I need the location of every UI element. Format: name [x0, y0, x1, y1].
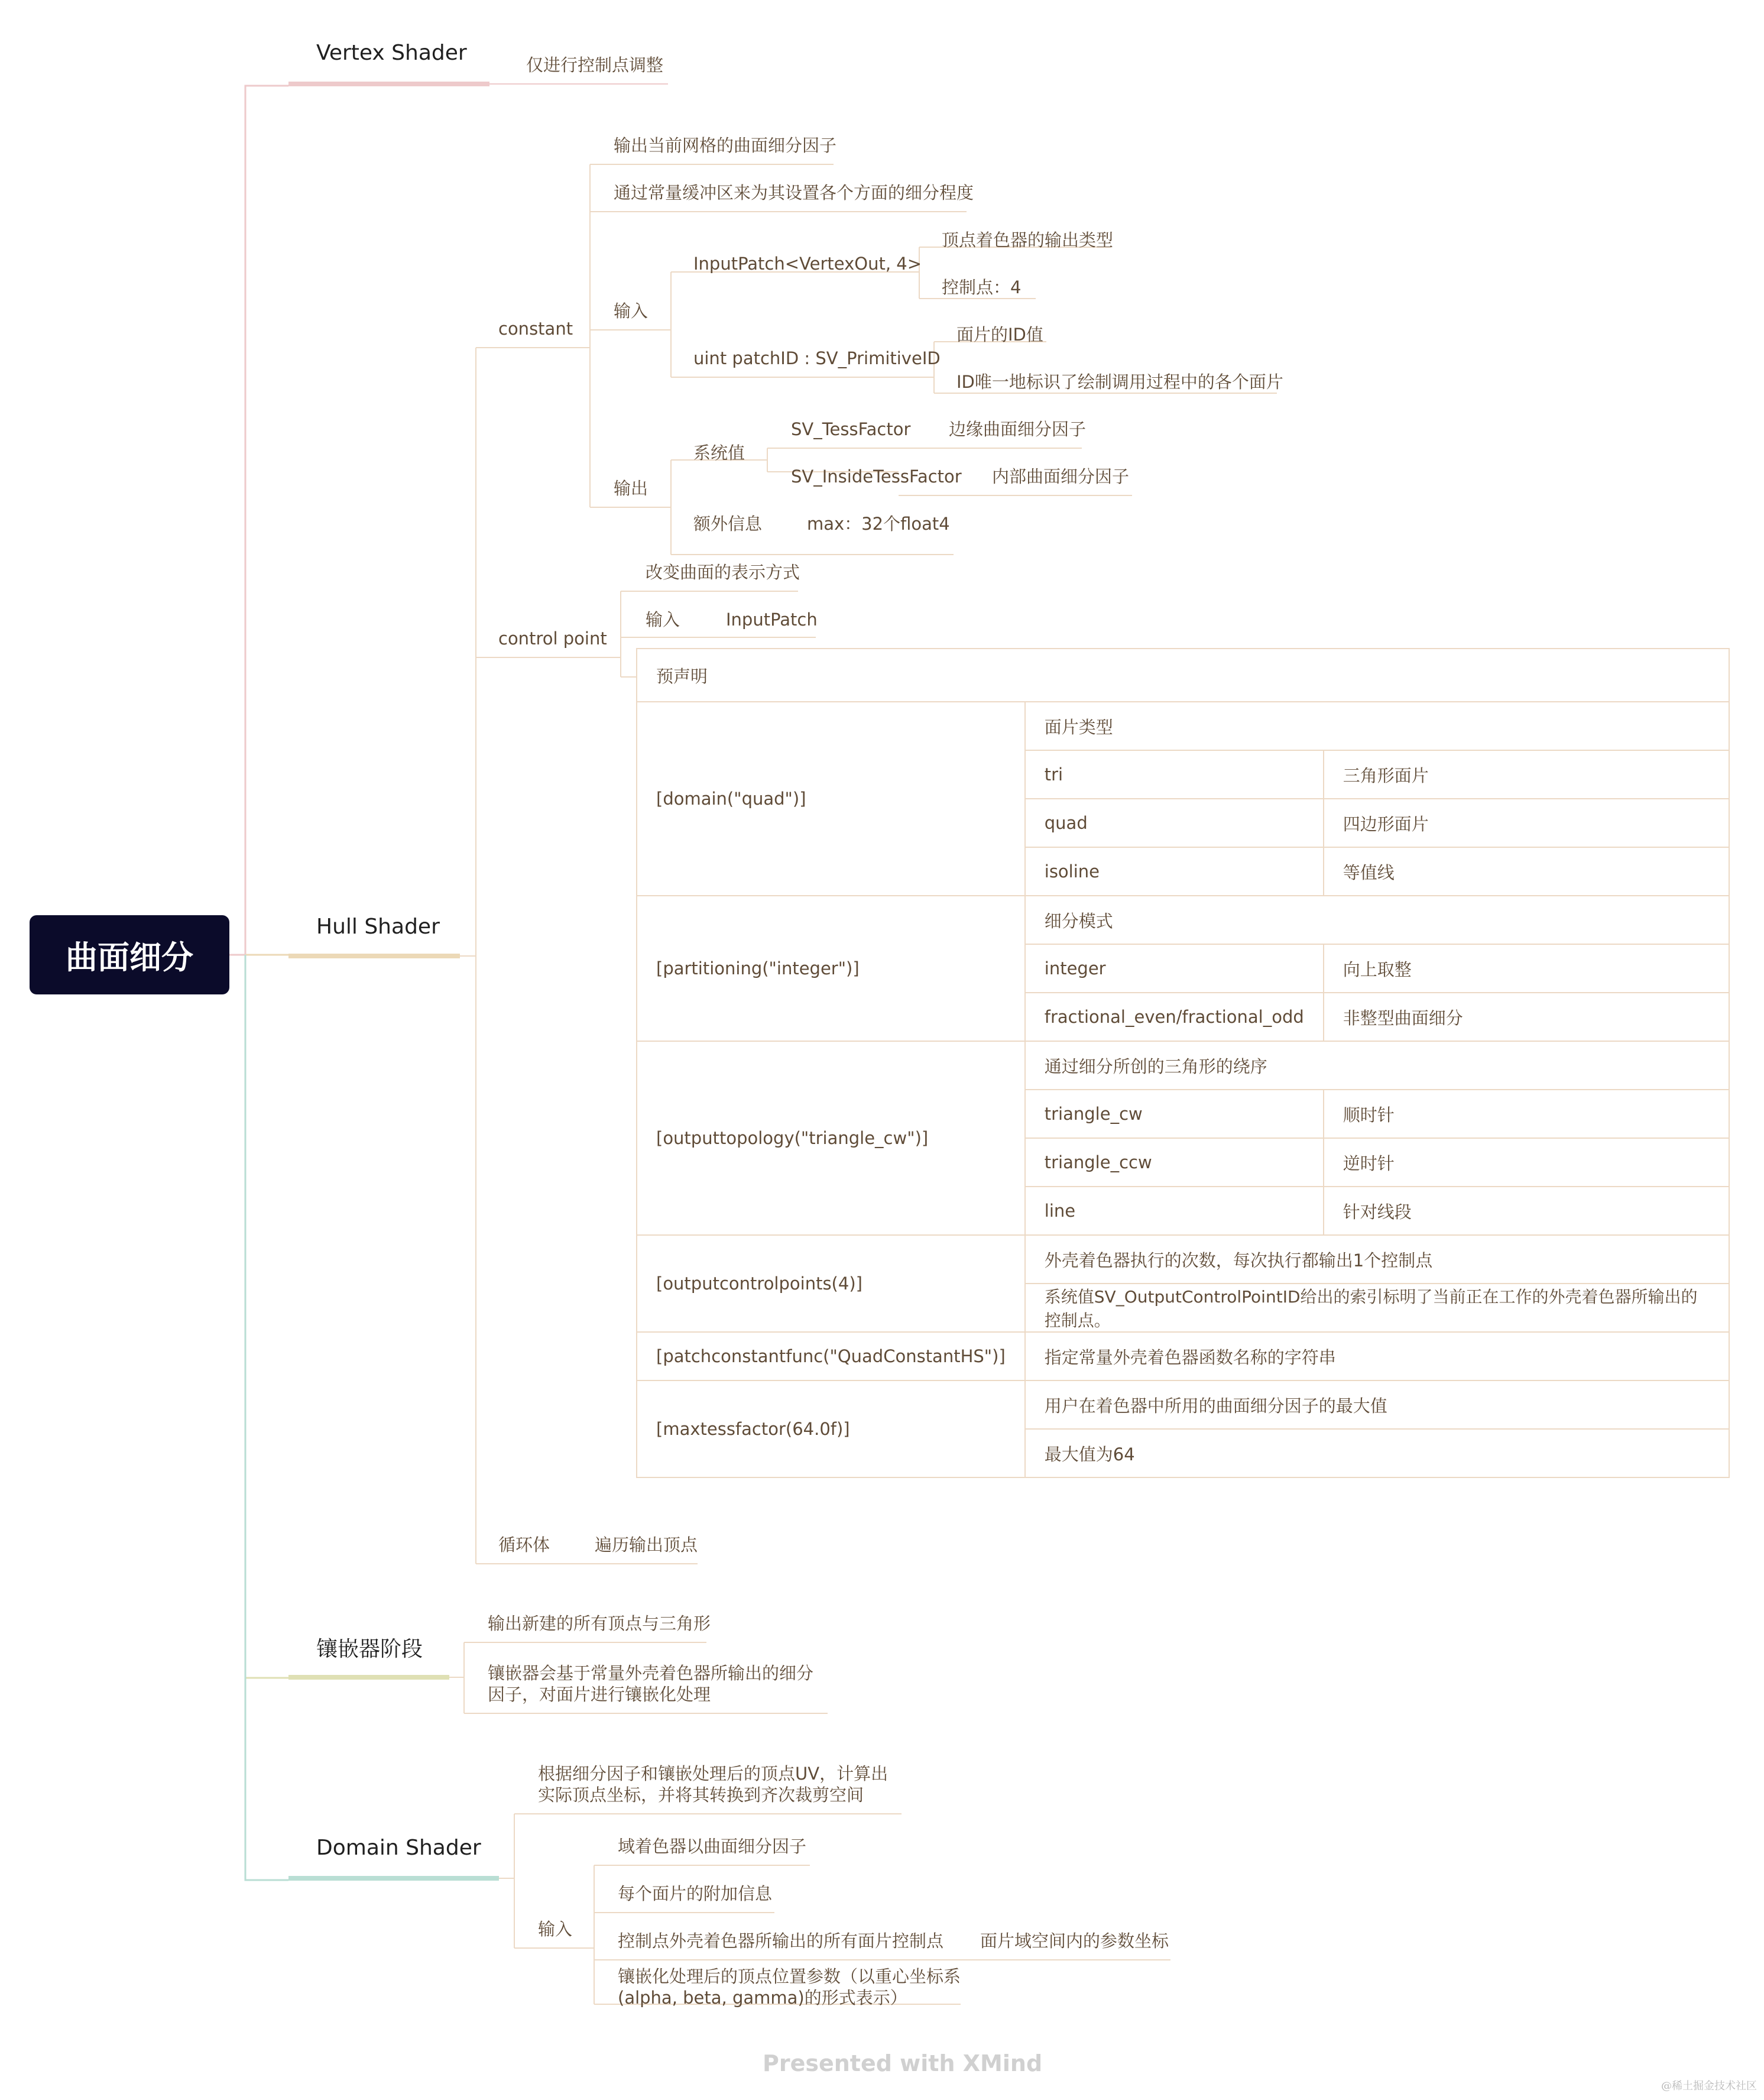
table-row [637, 1235, 1729, 1284]
domain-shader-desc[interactable]: 根据细分因子和镶嵌处理后的顶点UV，计算出实际顶点坐标，并将其转换到齐次裁剪空间 [538, 1764, 889, 1805]
outputtopology-key[interactable]: triangle_ccw [1025, 1138, 1324, 1187]
control-point-node[interactable]: control point [498, 628, 607, 649]
loop-desc[interactable]: 遍历输出顶点 [595, 1535, 698, 1555]
tessellator-desc-1[interactable]: 输出新建的所有顶点与三角形 [488, 1613, 711, 1634]
domain-value[interactable]: 等值线 [1324, 847, 1729, 896]
patchconstantfunc-desc[interactable]: 指定常量外壳着色器函数名称的字符串 [1025, 1332, 1729, 1380]
outputcontrolpoints-attr[interactable]: [outputcontrolpoints(4)] [637, 1235, 1025, 1332]
control-point-input-label[interactable]: 输入 [646, 610, 680, 630]
table-row [637, 896, 1729, 944]
domain-key[interactable]: isoline [1025, 847, 1324, 896]
declaration-table [636, 648, 1730, 1478]
outputcontrolpoints-desc-1[interactable]: 外壳着色器执行的次数，每次执行都输出1个控制点 [1025, 1235, 1729, 1284]
system-value-node[interactable]: 系统值 [693, 443, 745, 463]
vertex-shader-desc[interactable]: 仅进行控制点调整 [526, 55, 664, 75]
domain-input-1[interactable]: 域着色器以曲面细分因子 [618, 1836, 807, 1856]
table-row [637, 1332, 1729, 1380]
outputtopology-value[interactable]: 逆时针 [1324, 1138, 1729, 1187]
outputtopology-title[interactable]: 通过细分所创的三角形的绕序 [1025, 1041, 1729, 1090]
inside-tess-factor-desc[interactable]: 内部曲面细分因子 [992, 466, 1130, 487]
domain-title[interactable]: 面片类型 [1025, 702, 1729, 750]
partitioning-title[interactable]: 细分模式 [1025, 896, 1729, 944]
domain-input-3[interactable]: 控制点外壳着色器所输出的所有面片控制点 [618, 1931, 944, 1951]
domain-attr[interactable]: [domain("quad")] [637, 702, 1025, 896]
control-point-desc[interactable]: 改变曲面的表示方式 [646, 562, 800, 582]
constant-output-label[interactable]: 输出 [614, 478, 648, 498]
decl-header[interactable]: 预声明 [637, 649, 1729, 702]
table-row [637, 1041, 1729, 1090]
constant-desc-2[interactable]: 通过常量缓冲区来为其设置各个方面的细分程度 [614, 183, 974, 203]
outputtopology-value[interactable]: 针对线段 [1324, 1187, 1729, 1235]
tessellator-topic[interactable]: 镶嵌器阶段 [316, 1637, 423, 1661]
tess-factor-desc[interactable]: 边缘曲面细分因子 [949, 419, 1087, 439]
constant-node[interactable]: constant [498, 319, 573, 339]
partitioning-key[interactable]: fractional_even/fractional_odd [1025, 993, 1324, 1041]
outputtopology-key[interactable]: line [1025, 1187, 1324, 1235]
domain-input-2[interactable]: 每个面片的附加信息 [618, 1884, 773, 1904]
partitioning-attr[interactable]: [partitioning("integer")] [637, 896, 1025, 1041]
tessellator-desc-2[interactable]: 镶嵌器会基于常量外壳着色器所输出的细分因子，对面片进行镶嵌化处理 [488, 1663, 814, 1704]
patch-id-desc-1[interactable]: 面片的ID值 [956, 325, 1043, 345]
table-row [637, 1380, 1729, 1429]
table-row [637, 702, 1729, 750]
constant-input-label[interactable]: 输入 [614, 301, 648, 321]
patch-id-node[interactable]: uint patchID : SV_PrimitiveID [693, 348, 941, 368]
domain-input-4[interactable]: 镶嵌化处理后的顶点位置参数（以重心坐标系(alpha, beta, gamma)的形式表示） [618, 1966, 961, 2008]
domain-shader-topic[interactable]: Domain Shader [316, 1836, 481, 1860]
watermark: @稀土掘金技术社区 [1661, 2080, 1757, 2092]
constant-desc-1[interactable]: 输出当前网格的曲面细分因子 [614, 135, 837, 155]
domain-input-label[interactable]: 输入 [538, 1919, 573, 1939]
input-patch-type[interactable]: 顶点着色器的输出类型 [942, 230, 1114, 250]
domain-key[interactable]: tri [1025, 750, 1324, 799]
loop-node[interactable]: 循环体 [498, 1535, 550, 1555]
partitioning-value[interactable]: 非整型曲面细分 [1324, 993, 1729, 1041]
hull-shader-topic[interactable]: Hull Shader [316, 915, 440, 939]
vertex-shader-topic[interactable]: Vertex Shader [316, 41, 467, 65]
domain-input-3-desc[interactable]: 面片域空间内的参数坐标 [980, 1931, 1169, 1951]
root-topic[interactable]: 曲面细分 [30, 915, 229, 994]
tess-factor-node[interactable]: SV_TessFactor [791, 419, 911, 439]
maxtessfactor-desc-1[interactable]: 用户在着色器中所用的曲面细分因子的最大值 [1025, 1380, 1729, 1429]
domain-key[interactable]: quad [1025, 799, 1324, 847]
partitioning-key[interactable]: integer [1025, 944, 1324, 993]
extra-info-desc[interactable]: max：32个float4 [807, 514, 950, 534]
patchconstantfunc-attr[interactable]: [patchconstantfunc("QuadConstantHS")] [637, 1332, 1025, 1380]
partitioning-value[interactable]: 向上取整 [1324, 944, 1729, 993]
input-patch-points[interactable]: 控制点：4 [942, 277, 1022, 297]
extra-info-node[interactable]: 额外信息 [693, 514, 763, 534]
table-row [637, 649, 1729, 702]
outputtopology-attr[interactable]: [outputtopology("triangle_cw")] [637, 1041, 1025, 1235]
domain-value[interactable]: 三角形面片 [1324, 750, 1729, 799]
patch-id-desc-2[interactable]: ID唯一地标识了绘制调用过程中的各个面片 [956, 372, 1283, 392]
maxtessfactor-desc-2[interactable]: 最大值为64 [1025, 1429, 1729, 1477]
input-patch-node[interactable]: InputPatch<VertexOut, 4> [693, 254, 922, 274]
outputtopology-value[interactable]: 顺时针 [1324, 1090, 1729, 1138]
domain-value[interactable]: 四边形面片 [1324, 799, 1729, 847]
maxtessfactor-attr[interactable]: [maxtessfactor(64.0f)] [637, 1380, 1025, 1477]
control-point-input-value[interactable]: InputPatch [726, 610, 818, 630]
footer-credit: Presented with XMind [763, 2050, 1043, 2076]
inside-tess-factor-node[interactable]: SV_InsideTessFactor [791, 466, 962, 487]
outputcontrolpoints-desc-2[interactable]: 系统值SV_OutputControlPointID给出的索引标明了当前正在工作的外壳着色器所输出的控制点。 [1025, 1284, 1729, 1332]
outputtopology-key[interactable]: triangle_cw [1025, 1090, 1324, 1138]
